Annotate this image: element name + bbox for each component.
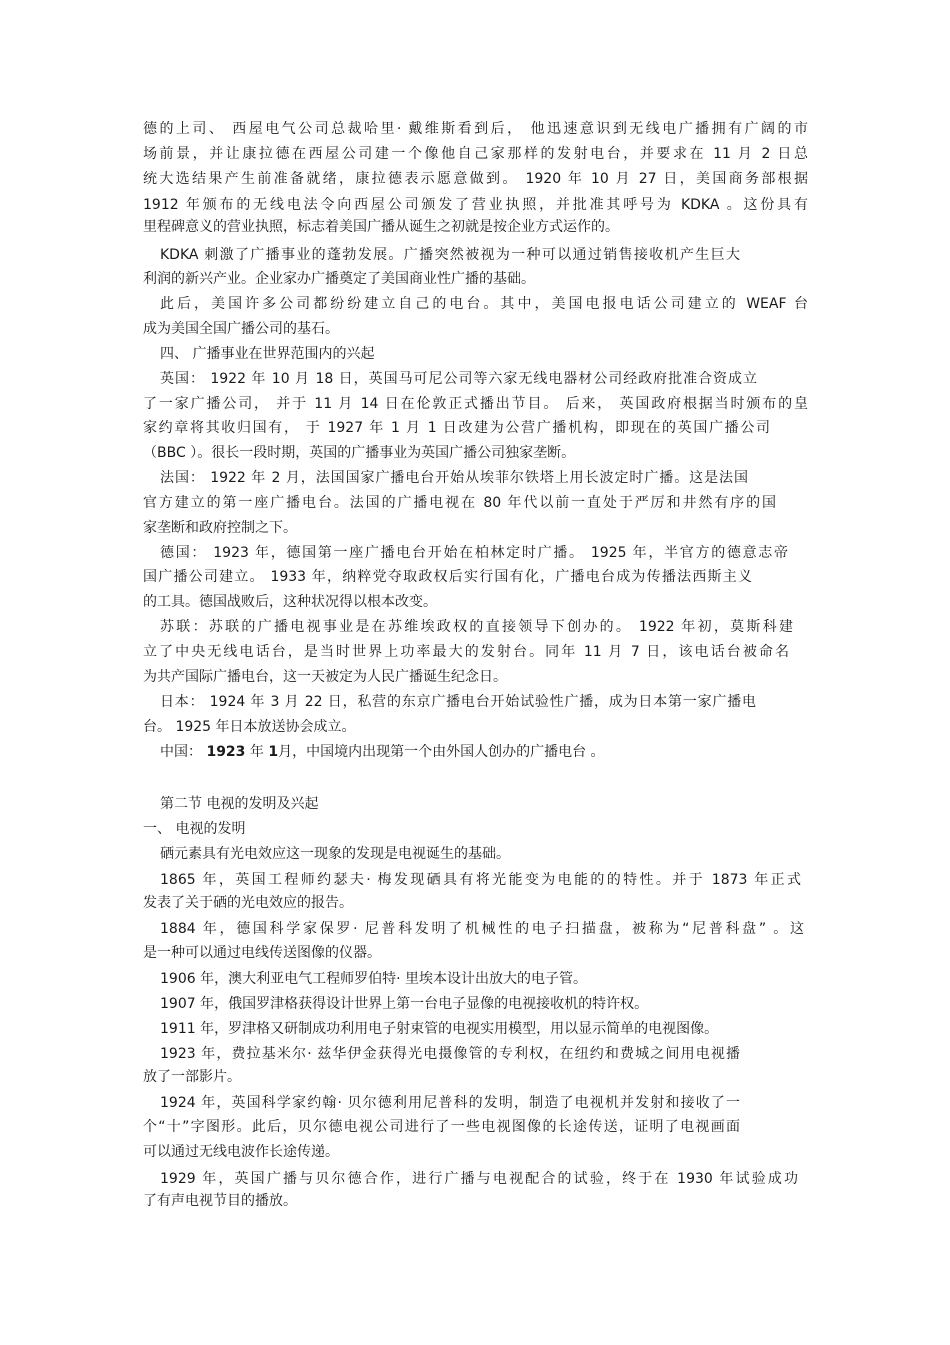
text-line: （BBC ）。很长一段时期，英国的广播事业为英国广播公司独家垄断。 xyxy=(143,445,576,461)
text-line: 1929 年，英国广播与贝尔德合作，进行广播与电视配合的试验，终于在 1930 年试验成功 xyxy=(160,1171,798,1187)
text-line: 日本： 1924 年 3 月 22 日，私营的东京广播电台开始试验性广播，成为日本第一家广播电 xyxy=(160,694,756,710)
text-line: 了有声电视节目的播放。 xyxy=(143,1193,297,1209)
text-line: 家垄断和政府控制之下。 xyxy=(143,520,297,536)
text-line: 利润的新兴产业。企业家办广播奠定了美国商业性广播的基础。 xyxy=(143,271,535,287)
text-line: KDKA 刺激了广播事业的蓬勃发展。广播突然被视为一种可以通过销售接收机产生巨大 xyxy=(160,247,740,263)
text-line: 1884 年，德国科学家保罗· 尼普科发明了机械性的电子扫描盘，被称为“尼普科盘” 。这 xyxy=(160,921,804,937)
text-line: 1911 年，罗津格又研制成功利用电子射束管的电视实用模型，用以显示简单的电视图像。 xyxy=(160,1021,719,1037)
text-line: 里程碑意义的营业执照，标志着美国广播从诞生之初就是按企业方式运作的。 xyxy=(143,219,619,235)
text-line: 立了中央无线电话台，是当时世界上功率最大的发射台。同年 11 月 7 日，该电话台被命名 xyxy=(143,644,789,660)
text-line: 是一种可以通过电线传送图像的仪器。 xyxy=(143,945,381,961)
chapter-heading: 第二节 电视的发明及兴起 xyxy=(160,796,319,812)
text-line: 苏联：苏联的广播电视事业是在苏维埃政权的直接领导下创办的。 1922 年初，莫斯科建 xyxy=(160,619,793,635)
text-line: 场前景，并让康拉德在西屋公司建一个像他自己家那样的发射电台，并要求在 11 月 2 日总 xyxy=(143,146,808,162)
text-line: 硒元素具有光电效应这一现象的发现是电视诞生的基础。 xyxy=(160,846,510,862)
text-line: 1912 年颁布的无线电法令向西屋公司颁发了营业执照，并批准其呼号为 KDKA 。这份具有 xyxy=(143,197,808,213)
china-prefix: 中国： xyxy=(160,744,202,760)
text-line: 德国： 1923 年，德国第一座广播电台开始在柏林定时广播。 1925 年，半官方的德意志帝 xyxy=(160,545,788,561)
text-line: 德的上司、 西屋电气公司总裁哈里· 戴维斯看到后， 他迅速意识到无线电广播拥有广阔的市 xyxy=(143,121,808,137)
text-line: 法国： 1922 年 2 月，法国国家广播电台开始从埃菲尔铁塔上用长波定时广播。这是法国 xyxy=(160,470,748,486)
text-line: 1923 年，费拉基米尔· 兹华伊金获得光电摄像管的专利权，在纽约和费城之间用电视播 xyxy=(160,1046,740,1062)
text-line: 了一家广播公司， 并于 11 月 14 日在伦敦正式播出节目。 后来， 英国政府根据当时颁布的皇 xyxy=(143,396,808,412)
text-line: 为共产国际广播电台，这一天被定为人民广播诞生纪念日。 xyxy=(143,669,507,685)
text-line: 1907 年，俄国罗津格获得设计世界上第一台电子显像的电视接收机的特许权。 xyxy=(160,996,649,1012)
text-line: 家约章将其收归国有， 于 1927 年 1 月 1 日改建为公营广播机构，即现在的英国广播公司 xyxy=(143,420,770,436)
section-heading: 一、 电视的发明 xyxy=(143,821,246,837)
text-line: 放了一部影片。 xyxy=(143,1069,241,1085)
text-line: 的工具。德国战败后，这种状况得以根本改变。 xyxy=(143,594,437,610)
china-month: 1 xyxy=(268,744,279,760)
china-year: 1923 xyxy=(206,744,246,760)
section-heading: 四、 广播事业在世界范围内的兴起 xyxy=(160,346,375,362)
text-line: 个“十”字图形。此后，贝尔德电视公司进行了一些电视图像的长途传送，证明了电视画面 xyxy=(143,1119,740,1135)
china-rest: 月，中国境内出现第一个由外国人创办的广播电台 。 xyxy=(278,744,605,760)
text-line-china xyxy=(160,743,808,761)
text-line: 发表了关于硒的光电效应的报告。 xyxy=(143,895,353,911)
text-line: 可以通过无线电波作长途传递。 xyxy=(143,1144,339,1160)
text-line: 1865 年，英国工程师约瑟夫· 梅发现硒具有将光能变为电能的的特性。并于 1873 年正式 xyxy=(160,872,801,888)
text-line: 统大选结果产生前准备就绪，康拉德表示愿意做到。 1920 年 10 月 27 日，美国商务部根据 xyxy=(143,171,808,187)
text-line: 台。 1925 年日本放送协会成立。 xyxy=(143,719,356,735)
text-line: 1924 年，英国科学家约翰· 贝尔德利用尼普科的发明，制造了电视机并发射和接收了一 xyxy=(160,1095,740,1111)
text-line: 1906 年，澳大利亚电气工程师罗伯特· 里埃本设计出放大的电子管。 xyxy=(160,971,587,987)
text-line: 官方建立的第一座广播电台。法国的广播电视在 80 年代以前一直处于严厉和井然有序的国 xyxy=(143,495,776,511)
text-line: 成为美国全国广播公司的基石。 xyxy=(143,321,339,337)
china-year-unit: 年 xyxy=(249,744,264,760)
text-line: 此后，美国许多公司都纷纷建立自己的电台。其中，美国电报电话公司建立的 WEAF 台 xyxy=(160,296,808,312)
text-line: 国广播公司建立。 1933 年，纳粹党夺取政权后实行国有化，广播电台成为传播法西斯主义 xyxy=(143,569,752,585)
text-line: 英国： 1922 年 10 月 18 日，英国马可尼公司等六家无线电器材公司经政府批准合资成立 xyxy=(160,371,757,387)
